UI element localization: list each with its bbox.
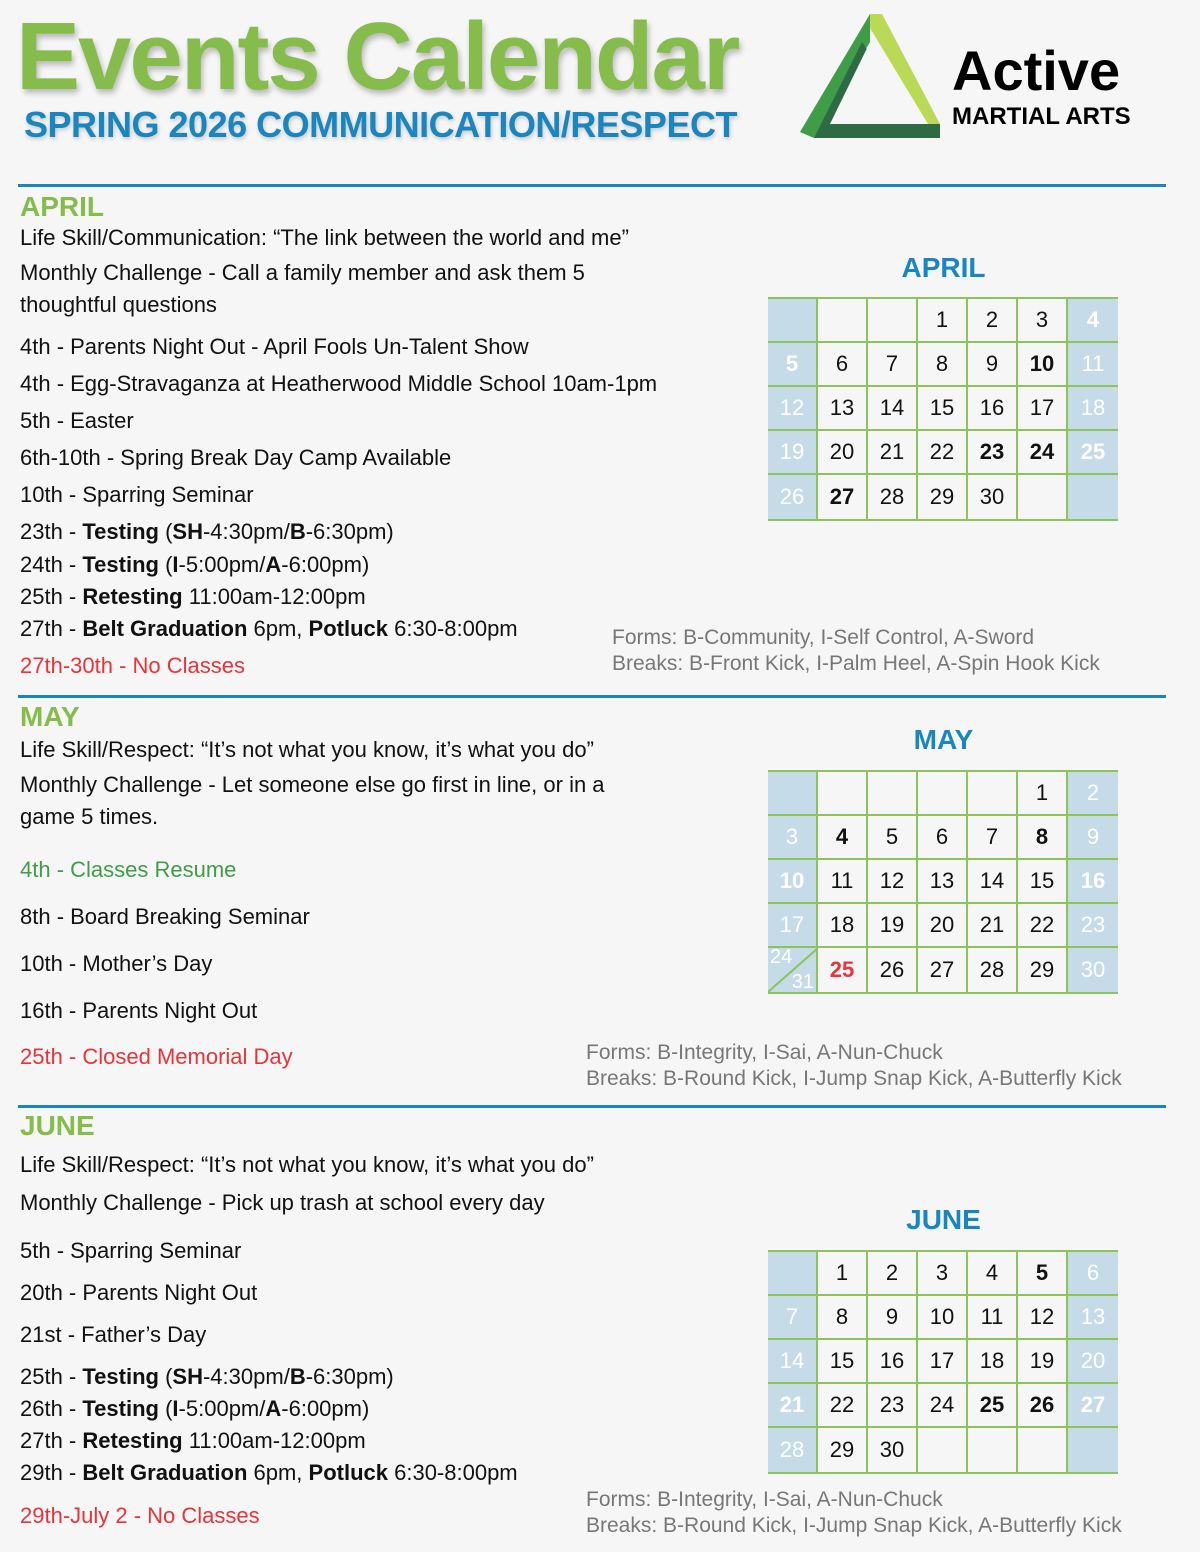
text: 4th - Egg-Stravaganza at Heatherwood Middle School 10am-1pm: [20, 371, 658, 396]
text: (: [158, 1396, 173, 1421]
calendar-day: 22: [818, 1384, 868, 1428]
calendar-day: 28: [768, 1428, 818, 1472]
text: 6:30-8:00pm: [388, 616, 518, 641]
event-line: [20, 653, 245, 679]
bold-text: Testing: [82, 519, 159, 544]
april-calendar-grid: [768, 297, 1118, 521]
calendar-day: 6: [918, 816, 968, 860]
text: (: [158, 552, 173, 577]
text: Monthly Challenge - Call a family member and ask them 5: [20, 260, 585, 285]
calendar-day: [818, 772, 868, 816]
calendar-day: 23: [868, 1384, 918, 1428]
text: 4th - Parents Night Out - April Fools Un-Talent Show: [20, 334, 529, 359]
event-line: [20, 552, 369, 578]
text: 10th - Mother’s Day: [20, 951, 213, 976]
calendar-day: 28: [868, 475, 918, 519]
calendar-day: 8: [818, 1296, 868, 1340]
calendar-day: 20: [918, 904, 968, 948]
calendar-day: 5: [1018, 1252, 1068, 1296]
text: -4:30pm/: [202, 519, 290, 544]
section-divider: [18, 695, 1166, 698]
calendar-day: 30: [868, 1428, 918, 1472]
forms-text: Forms: B-Community, I-Self Control, A-Sword: [612, 626, 1035, 649]
calendar-day: 20: [1068, 1340, 1118, 1384]
calendar-day: 22: [918, 431, 968, 475]
calendar-day: [968, 1428, 1018, 1472]
bold-text: SH: [172, 519, 203, 544]
event-line: [20, 904, 310, 930]
text: 21st - Father’s Day: [20, 1322, 207, 1347]
calendar-day: 12: [1018, 1296, 1068, 1340]
text: 29th-July 2 - No Classes: [20, 1503, 260, 1528]
text: Life Skill/Respect: “It’s not what you know, it’s what you do”: [20, 1152, 594, 1177]
text: (: [158, 1364, 173, 1389]
calendar-day: 11: [818, 860, 868, 904]
brand-name: Active: [952, 39, 1121, 102]
text: 6pm,: [247, 1460, 309, 1485]
event-line: [20, 951, 212, 977]
event-line: [20, 1280, 257, 1306]
text: 5th - Easter: [20, 408, 134, 433]
text: 27th -: [20, 616, 83, 641]
calendar-day: 9: [968, 343, 1018, 387]
triangle-logo-icon: [800, 14, 940, 140]
text: Monthly Challenge - Let someone else go first in line, or in a: [20, 772, 605, 797]
calendar-day: 3: [1018, 299, 1068, 343]
event-line: [20, 1364, 394, 1390]
text: -4:30pm/: [202, 1364, 290, 1389]
april-calendar-title: APRIL: [901, 252, 986, 283]
calendar-day: 30: [1068, 948, 1118, 992]
calendar-day: 6: [1068, 1252, 1118, 1296]
text: Monthly Challenge - Pick up trash at school every day: [20, 1190, 545, 1215]
calendar-day: 21: [968, 904, 1018, 948]
text: -6:00pm): [281, 552, 370, 577]
text: 25th - Closed Memorial Day: [20, 1044, 293, 1069]
event-line: [20, 804, 158, 830]
calendar-day: 23: [1068, 904, 1118, 948]
calendar-day: 29: [1018, 948, 1068, 992]
calendar-day: 27: [1068, 1384, 1118, 1428]
text: thoughtful questions: [20, 292, 217, 317]
calendar-day: 25: [818, 948, 868, 992]
calendar-day: 4: [1068, 299, 1118, 343]
calendar-day: 10: [918, 1296, 968, 1340]
calendar-day: 5: [768, 343, 818, 387]
calendar-day: 13: [1068, 1296, 1118, 1340]
calendar-day: [1018, 475, 1068, 519]
bold-text: Retesting: [82, 584, 183, 609]
calendar-day: 14: [768, 1340, 818, 1384]
calendar-day: 19: [768, 431, 818, 475]
calendar-day: [868, 299, 918, 343]
calendar-day: 16: [968, 387, 1018, 431]
calendar-day: 25: [968, 1384, 1018, 1428]
page-subtitle: SPRING 2026 COMMUNICATION/RESPECT: [24, 104, 737, 145]
text: 24th -: [20, 552, 83, 577]
calendar-day: 12: [868, 860, 918, 904]
calendar-day: 12: [768, 387, 818, 431]
june-calendar-grid: [768, 1250, 1118, 1474]
calendar-day: 14: [968, 860, 1018, 904]
text: 29th -: [20, 1460, 83, 1485]
calendar-day: [868, 772, 918, 816]
event-line: [20, 408, 134, 434]
calendar-day: 28: [968, 948, 1018, 992]
calendar-day: 8: [1018, 816, 1068, 860]
calendar-day-split: 24: [770, 946, 793, 968]
section-divider: [18, 184, 1166, 187]
calendar-day: 13: [818, 387, 868, 431]
text: Life Skill/Communication: “The link between the world and me”: [20, 225, 629, 250]
calendar-day: 18: [968, 1340, 1018, 1384]
calendar-day: 15: [918, 387, 968, 431]
bold-text: I: [172, 1396, 179, 1421]
event-line: [20, 371, 657, 397]
calendar-day: 7: [768, 1296, 818, 1340]
text: (: [158, 519, 173, 544]
calendar-day: 17: [768, 904, 818, 948]
calendar-day: 29: [918, 475, 968, 519]
bold-text: B: [289, 519, 306, 544]
calendar-day: 16: [1068, 860, 1118, 904]
calendar-day: 11: [1068, 343, 1118, 387]
page-title: Events Calendar: [16, 3, 739, 110]
calendar-day: 26: [1018, 1384, 1068, 1428]
breaks-text: Breaks: B-Round Kick, I-Jump Snap Kick, A-Butterfly Kick: [586, 1067, 1122, 1090]
event-line: [20, 737, 594, 763]
text: game 5 times.: [20, 804, 159, 829]
calendar-day: 14: [868, 387, 918, 431]
calendar-day: 7: [868, 343, 918, 387]
bold-text: I: [172, 552, 179, 577]
calendar-day: [768, 772, 818, 816]
april-forms-breaks: [612, 625, 1100, 677]
calendar-day: [768, 948, 818, 992]
calendar-day: 8: [918, 343, 968, 387]
brand-subtitle: MARTIAL ARTS: [952, 103, 1131, 130]
bold-text: Retesting: [82, 1428, 183, 1453]
may-forms-breaks: [586, 1040, 1122, 1092]
text: 5th - Sparring Seminar: [20, 1238, 242, 1263]
calendar-day: 19: [868, 904, 918, 948]
event-line: [20, 1152, 594, 1178]
text: 6th-10th - Spring Break Day Camp Available: [20, 445, 452, 470]
event-line: [20, 1503, 260, 1529]
calendar-day: 2: [968, 299, 1018, 343]
calendar-day: 1: [1018, 772, 1068, 816]
calendar-day: 27: [818, 475, 868, 519]
text: -5:00pm/: [178, 1396, 266, 1421]
calendar-day: 30: [968, 475, 1018, 519]
text: 8th - Board Breaking Seminar: [20, 904, 310, 929]
event-line: [20, 260, 585, 286]
may-calendar-grid: [768, 770, 1118, 994]
calendar-day: 24: [1018, 431, 1068, 475]
event-line: [20, 772, 605, 798]
event-line: [20, 519, 394, 545]
event-line: [20, 445, 451, 471]
event-line: [20, 1238, 241, 1264]
calendar-day: 13: [918, 860, 968, 904]
text: 25th -: [20, 1364, 83, 1389]
forms-text: Forms: B-Integrity, I-Sai, A-Nun-Chuck: [586, 1488, 943, 1511]
forms-text: Forms: B-Integrity, I-Sai, A-Nun-Chuck: [586, 1041, 943, 1064]
calendar-day: 26: [868, 948, 918, 992]
calendar-day: 6: [818, 343, 868, 387]
calendar-day: 3: [918, 1252, 968, 1296]
calendar-day: 1: [918, 299, 968, 343]
calendar-day: 9: [1068, 816, 1118, 860]
bold-text: Belt Graduation: [82, 616, 248, 641]
calendar-day: [1018, 1428, 1068, 1472]
event-line: [20, 584, 366, 610]
event-line: [20, 1428, 366, 1454]
section-divider: [18, 1105, 1166, 1108]
bold-text: A: [265, 1396, 282, 1421]
calendar-day: 4: [818, 816, 868, 860]
event-line: [20, 1396, 369, 1422]
calendar-day: 23: [968, 431, 1018, 475]
calendar-day: 25: [1068, 431, 1118, 475]
calendar-day: 10: [1018, 343, 1068, 387]
event-line: [20, 1460, 518, 1486]
calendar-day: 20: [818, 431, 868, 475]
text: 6:30-8:00pm: [388, 1460, 518, 1485]
april-heading: APRIL: [20, 191, 104, 222]
breaks-text: Breaks: B-Front Kick, I-Palm Heel, A-Spin Hook Kick: [612, 652, 1100, 675]
calendar-day: 15: [818, 1340, 868, 1384]
calendar-day: 17: [1018, 387, 1068, 431]
event-line: [20, 225, 629, 251]
calendar-day: [1068, 1428, 1118, 1472]
bold-text: Belt Graduation: [82, 1460, 248, 1485]
calendar-day: 9: [868, 1296, 918, 1340]
calendar-day: 26: [768, 475, 818, 519]
event-line: [20, 857, 236, 883]
event-line: [20, 292, 217, 318]
calendar-day: 4: [968, 1252, 1018, 1296]
calendar-day: [818, 299, 868, 343]
text: -6:30pm): [305, 519, 394, 544]
breaks-text: Breaks: B-Round Kick, I-Jump Snap Kick, A-Butterfly Kick: [586, 1514, 1122, 1537]
text: 25th -: [20, 584, 83, 609]
text: 27th -: [20, 1428, 83, 1453]
calendar-day: 5: [868, 816, 918, 860]
calendar-day: 18: [818, 904, 868, 948]
calendar-day: 29: [818, 1428, 868, 1472]
calendar-day: 1: [818, 1252, 868, 1296]
june-calendar-title: JUNE: [906, 1204, 981, 1235]
calendar-day: 16: [868, 1340, 918, 1384]
text: 16th - Parents Night Out: [20, 998, 258, 1023]
calendar-day: 27: [918, 948, 968, 992]
event-line: [20, 616, 518, 642]
calendar-day: 3: [768, 816, 818, 860]
event-line: [20, 1322, 206, 1348]
text: 27th-30th - No Classes: [20, 653, 245, 678]
event-line: [20, 1044, 293, 1070]
bold-text: SH: [172, 1364, 203, 1389]
june-heading: JUNE: [20, 1110, 95, 1141]
text: -6:00pm): [281, 1396, 370, 1421]
text: Life Skill/Respect: “It’s not what you know, it’s what you do”: [20, 737, 594, 762]
bold-text: Testing: [82, 552, 159, 577]
text: 6pm,: [247, 616, 309, 641]
calendar-day: [918, 772, 968, 816]
calendar-day: 7: [968, 816, 1018, 860]
calendar-day: [1068, 475, 1118, 519]
calendar-day-split: 31: [791, 971, 814, 993]
bold-text: B: [289, 1364, 306, 1389]
calendar-day: [968, 772, 1018, 816]
text: 26th -: [20, 1396, 83, 1421]
calendar-day: 15: [1018, 860, 1068, 904]
text: 11:00am-12:00pm: [182, 1428, 366, 1453]
text: -5:00pm/: [178, 552, 266, 577]
text: 11:00am-12:00pm: [182, 584, 366, 609]
june-forms-breaks: [586, 1487, 1122, 1539]
event-line: [20, 334, 529, 360]
event-line: [20, 482, 254, 508]
text: 10th - Sparring Seminar: [20, 482, 254, 507]
text: 4th - Classes Resume: [20, 857, 237, 882]
calendar-day: [768, 1252, 818, 1296]
event-line: [20, 1190, 545, 1216]
calendar-day: 24: [918, 1384, 968, 1428]
bold-text: A: [265, 552, 282, 577]
may-calendar-title: MAY: [913, 724, 974, 755]
bold-text: Testing: [82, 1396, 159, 1421]
calendar-day: 2: [868, 1252, 918, 1296]
bold-text: Potluck: [308, 616, 388, 641]
calendar-day: 2: [1068, 772, 1118, 816]
calendar-day: 21: [768, 1384, 818, 1428]
calendar-day: 19: [1018, 1340, 1068, 1384]
event-line: [20, 998, 257, 1024]
calendar-day: [768, 299, 818, 343]
calendar-day: 10: [768, 860, 818, 904]
may-heading: MAY: [20, 701, 80, 732]
calendar-day: 22: [1018, 904, 1068, 948]
calendar-day: 17: [918, 1340, 968, 1384]
bold-text: Testing: [82, 1364, 159, 1389]
calendar-day: 18: [1068, 387, 1118, 431]
bold-text: Potluck: [308, 1460, 388, 1485]
calendar-day: 11: [968, 1296, 1018, 1340]
text: 23th -: [20, 519, 83, 544]
calendar-day: [918, 1428, 968, 1472]
text: 20th - Parents Night Out: [20, 1280, 258, 1305]
calendar-day: 21: [868, 431, 918, 475]
text: -6:30pm): [305, 1364, 394, 1389]
